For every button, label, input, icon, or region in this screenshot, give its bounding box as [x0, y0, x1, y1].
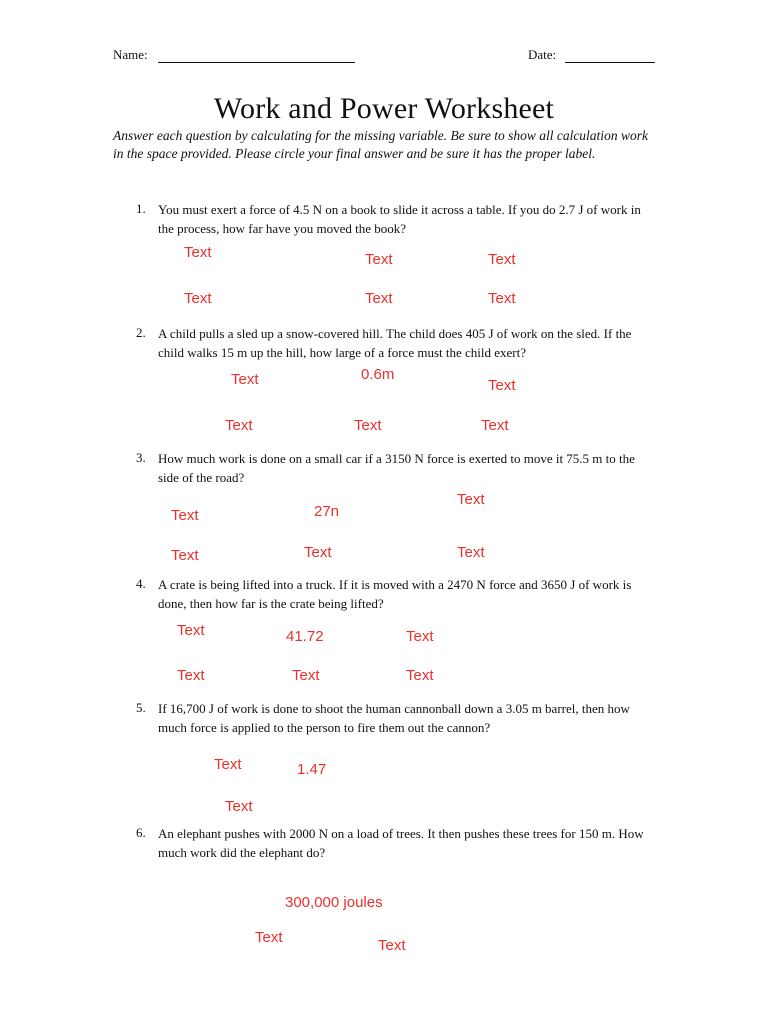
annotation: Text [171, 507, 199, 524]
annotation: 41.72 [286, 628, 324, 645]
annotation: Text [488, 290, 516, 307]
annotation: Text [231, 371, 259, 388]
question-text: If 16,700 J of work is done to shoot the human cannonball down a 3.05 m barrel, then how much force is applied to the person to fire them out the cannon? [158, 701, 630, 735]
question-number: 3. [136, 450, 146, 465]
annotation: Text [177, 622, 205, 639]
name-label: Name: [113, 47, 148, 62]
question-text: You must exert a force of 4.5 N on a book to slide it across a table. If you do 2.7 J of work in the process, how far have you moved the book? [158, 202, 641, 236]
date-field[interactable] [565, 62, 655, 63]
annotation: Text [488, 377, 516, 394]
annotation: Text [225, 798, 253, 815]
question-text: An elephant pushes with 2000 N on a load of trees. It then pushes these trees for 150 m. How much work did the elephant do? [158, 826, 644, 860]
instructions: Answer each question by calculating for the missing variable. Be sure to show all calculation work in the space provided. Please circle your final answer and be sure it has the proper label. [113, 128, 648, 161]
annotation: Text [365, 290, 393, 307]
annotation: Text [184, 290, 212, 307]
name-field[interactable] [158, 62, 355, 63]
annotation: Text [365, 251, 393, 268]
question-number: 4. [136, 576, 146, 591]
annotation: 27n [314, 503, 340, 520]
annotation: Text [457, 544, 485, 561]
page-title: Work and Power Worksheet [213, 92, 555, 125]
question-text: A crate is being lifted into a truck. If it is moved with a 2470 N force and 3650 J of work is done, then how far is the crate being lifted? [158, 577, 632, 611]
annotation: Text [171, 547, 199, 564]
question-text: How much work is done on a small car if a 3150 N force is exerted to move it 75.5 m to the side of the road? [158, 451, 635, 485]
question-text: A child pulls a sled up a snow-covered hill. The child does 405 J of work on the sled. If the child walks 15 m up the hill, how large of a force must the child exert? [158, 326, 632, 360]
annotation: Text [304, 544, 332, 561]
annotation: Text [406, 667, 434, 684]
annotation: Text [184, 244, 212, 261]
annotation: Text [292, 667, 320, 684]
annotation: Text [214, 756, 242, 773]
annotation: Text [378, 937, 406, 954]
annotation: 0.6m [361, 366, 395, 383]
date-label: Date: [528, 47, 557, 62]
annotation: Text [225, 417, 253, 434]
annotation: 300,000 joules [285, 894, 383, 911]
annotation: Text [457, 491, 485, 508]
annotation: Text [406, 628, 434, 645]
question-number: 2. [136, 325, 146, 340]
annotation: 1.47 [297, 761, 327, 778]
question-number: 5. [136, 700, 146, 715]
annotation: Text [488, 251, 516, 268]
annotation: Text [481, 417, 509, 434]
question-number: 6. [136, 825, 146, 840]
question-number: 1. [136, 201, 146, 216]
annotation: Text [354, 417, 382, 434]
annotation: Text [255, 929, 283, 946]
annotation: Text [177, 667, 205, 684]
